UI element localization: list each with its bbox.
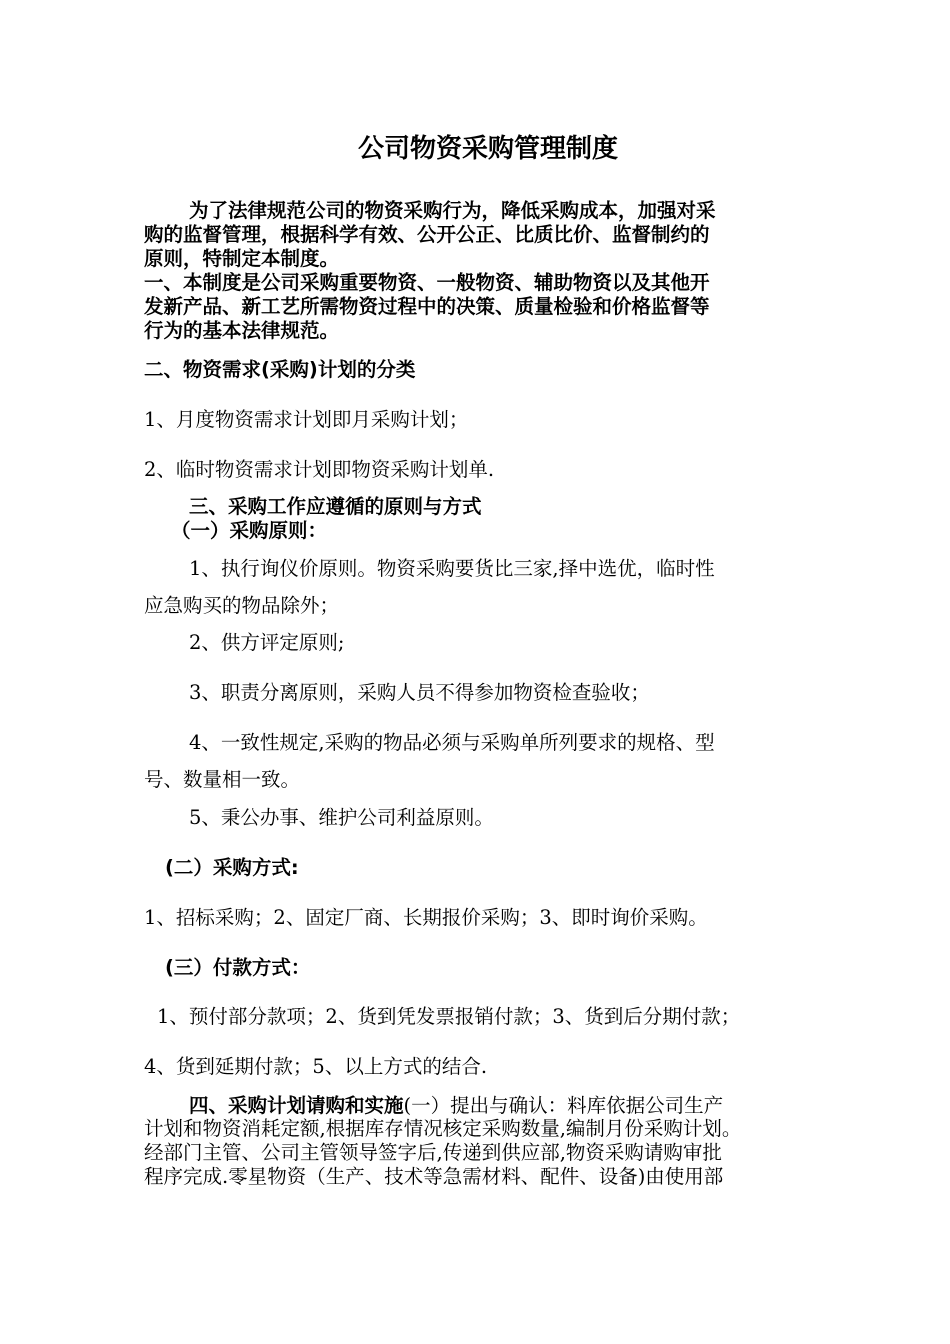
section4-line-4: 程序完成.零星物资（生产、技术等急需材料、配件、设备)由使用部 [144, 1165, 724, 1188]
section3-sub1-heading: （一）采购原则： [171, 519, 328, 542]
section4-first-line [189, 1094, 723, 1117]
section1-line-1: 一、本制度是公司采购重要物资、一般物资、辅助物资以及其他开 [144, 271, 710, 294]
section4-heading: 四、采购计划请购和实施 [189, 1094, 404, 1117]
payment-line-2: 4、货到延期付款；5、以上方式的结合. [144, 1055, 488, 1078]
principle-4-line-1: 4、一致性规定,采购的物品必须与采购单所列要求的规格、型 [189, 731, 715, 754]
section1-line-2: 发新产品、新工艺所需物资过程中的决策、质量检验和价格监督等 [144, 295, 710, 318]
principle-5: 5、秉公办事、维护公司利益原则。 [189, 806, 494, 829]
section3-sub2-heading: (二）采购方式: [165, 856, 299, 879]
section2-heading: 二、物资需求(采购)计划的分类 [144, 358, 416, 381]
principle-1-line-1: 1、执行询仪价原则。物资采购要货比三家,择中选优，临时性 [189, 557, 715, 580]
section4-line-2: 计划和物资消耗定额,根据库存情况核定采购数量,编制月份采购计划。 [144, 1117, 742, 1140]
intro-line-3: 原则，特制定本制度。 [144, 247, 340, 270]
section3-sub3-heading: (三）付款方式： [165, 956, 311, 979]
section1-line-3: 行为的基本法律规范。 [144, 319, 340, 342]
payment-line-1: 1、预付部分款项；2、货到凭发票报销付款；3、货到后分期付款； [157, 1005, 741, 1028]
document-title: 公司物资采购管理制度 [358, 134, 619, 164]
section3-heading: 三、采购工作应遵循的原则与方式 [189, 495, 482, 518]
principle-2: 2、供方评定原则; [189, 631, 345, 654]
intro-line-2: 购的监督管理，根据科学有效、公开公正、比质比价、监督制约的 [144, 223, 710, 246]
methods-line: 1、招标采购；2、固定厂商、长期报价采购；3、即时询价采购。 [144, 906, 708, 929]
principle-1-line-2: 应急购买的物品除外； [144, 594, 340, 617]
section2-item-2: 2、临时物资需求计划即物资采购计划单. [144, 458, 495, 481]
principle-3: 3、职责分离原则，采购人员不得参加物资检查验收； [189, 681, 650, 704]
intro-line-1: 为了法律规范公司的物资采购行为，降低采购成本，加强对采 [189, 199, 716, 222]
section4-line-1: (一）提出与确认：料库依据公司生产 [403, 1094, 724, 1117]
principle-4-line-2: 号、数量相一致。 [144, 768, 301, 791]
section2-item-1: 1、月度物资需求计划即月采购计划； [144, 408, 469, 431]
section4-line-3: 经部门主管、公司主管领导签字后,传递到供应部,物资采购请购审批 [144, 1141, 722, 1164]
